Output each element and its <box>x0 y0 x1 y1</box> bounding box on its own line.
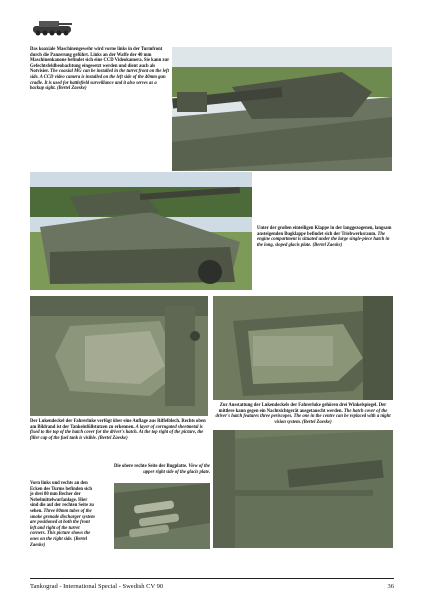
caption-hatch-periscopes <box>213 403 393 425</box>
photo-turret-gun <box>172 47 392 171</box>
photo-smoke-dischargers <box>114 483 210 549</box>
photo-glacis-plate <box>213 430 393 548</box>
caption-de: Das koaxiale Maschinengewehr wird vorne links in der Turmfront durch die Panzerung geführt. Links an der Waffe der 40 mm Maschinenkanone befindet sich eine CCD Videokamera. Sie kann zur Gefechtsfeldbeobachtung eingesetzt werden und dient auch als Notvisier. <box>30 47 170 75</box>
caption-smoke-dischargers <box>30 481 95 548</box>
caption-de: Die obere rechte Seite der Bugplatte. <box>114 464 189 469</box>
caption-coaxial-mg <box>30 47 170 92</box>
caption-de: Unter der großen einteiligen Klappe in der langgezogenen, langsam ansteigenden Bugklappe befindet sich der Triebwerksraum. <box>257 226 392 237</box>
photo-hatch-periscopes <box>213 296 393 400</box>
footer-rule <box>30 578 394 579</box>
caption-glacis-side <box>112 464 210 475</box>
caption-engine-compartment <box>257 226 394 248</box>
photo-driver-hatch <box>30 296 208 416</box>
caption-en: View of the upper right side of the glacis plate. <box>143 464 210 475</box>
tank-logo-icon <box>30 14 74 38</box>
caption-en: The hatch cover of the driver's hatch features three periscopes. The one in the centre can be replaced with a night vision system. (Bertel Zaeske) <box>215 408 391 425</box>
caption-en: Three 80mm tubes of the smoke grenade discharger system are positioned at both the front left and right of the turret corners. This picture shows the ones on the right side. (Bertel Zaeske) <box>30 508 95 548</box>
caption-en: The coaxial MG can be installed in the turret front on the left side. A CCD video camera is installed on the left side of the 40mm gun cradle. It is used for battlefield surveillance and it also serves as a backup sight. (Bertel Zaeske) <box>30 69 169 92</box>
caption-hatch-sheetmetal <box>30 419 208 441</box>
caption-de: Zur Ausstattung der Lukendeckels der Fahrerluke gehören drei Winkelspiegel. Der mittlere kann gegen ein Nachtsichtgerät ausgetauscht werden. <box>218 403 387 414</box>
photo-vehicle-front <box>30 172 252 290</box>
caption-de: Der Lukendeckel der Fahrerluke verfügt über eine Auflage aus Riffelblech. Rechts oben am Bildrand ist der Tankeinfüllstutzen zu erkennen. <box>30 419 206 430</box>
footer-title: Tankograd - International Special - Swedish CV 90 <box>30 583 164 590</box>
caption-en: The engine compartment is situated under the large single-piece hatch in the long, sloped glacis plate. (Bertel Zaeske) <box>257 231 390 248</box>
caption-de: Vorn links und rechts an den Ecken des Turms befinden sich je drei 80 mm Becher der Nebelmittelwurfanlage. Hier sind die auf der rechten Seite zu sehen. <box>30 481 94 514</box>
page-number: 36 <box>387 583 394 590</box>
caption-en: A layer of corrugated sheetmetal is fixed to the top of the hatch cover for the driver's hatch. At the top right of the picture, the filler cap of the fuel tank is visible. (Bertel Zaeske) <box>30 424 204 441</box>
